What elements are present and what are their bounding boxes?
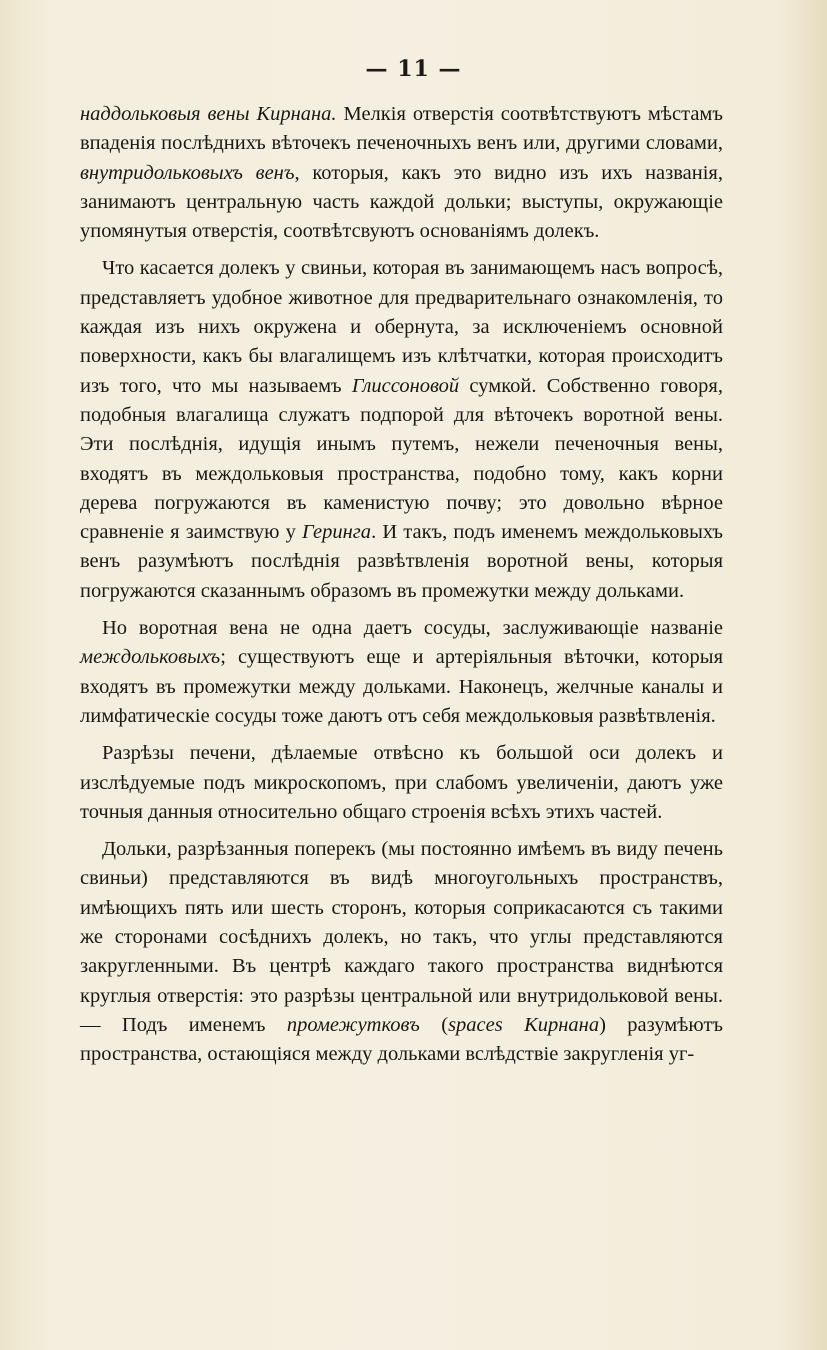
paragraph <box>80 835 723 1069</box>
text-run: , которыя, какъ это видно изъ ихъ названія, занимаютъ центральную часть каждой дольки; выступы, окружающіе упомянутыя отверстія, соотвѣтсвуютъ основаніямъ долекъ. <box>80 161 723 243</box>
paragraph <box>80 614 723 731</box>
text-run: ) разумѣютъ пространства, остающіяся между дольками вслѣдствіе закругленія уг- <box>80 1013 724 1066</box>
italic-text: Глиссоновой <box>351 374 460 397</box>
italic-text: междольковыхъ <box>80 646 221 669</box>
italic-text: spaces Кирнана <box>448 1013 600 1036</box>
page-number: — 11 — <box>365 56 462 82</box>
paragraph <box>80 254 723 606</box>
text-run: Дольки, разрѣзанныя поперекъ (мы постоянно имѣемъ въ виду печень свиньи) представляются въ видѣ многоугольныхъ пространствъ, имѣющихъ пять или шесть сторонъ, которыя соприкасаются съ такими же сторонами сосѣднихъ долекъ, но такъ, что углы представляются закругленными. Въ центрѣ каждаго такого пространства виднѣются круглыя отверстія: это разрѣзы центральной или внутридольковой вены. — Подъ именемъ <box>80 838 723 1036</box>
italic-text: наддольковыя вены Кирнана. <box>80 103 337 125</box>
text-run: Но воротная вена не одна даетъ сосуды, заслуживающіе названіе <box>102 617 723 640</box>
paragraph <box>80 739 723 827</box>
italic-text: промежутковъ <box>286 1013 420 1036</box>
body-text <box>80 100 723 1078</box>
text-run: Мелкія отверстія соотвѣтствуютъ мѣстамъ впаденія послѣднихъ вѣточекъ печеночныхъ венъ или, другими словами, <box>80 103 724 155</box>
text-run: ; существуютъ еще и артеріяльныя вѣточки, которыя входятъ въ промежутки между дольками. Наконецъ, желчные каналы и лимфатическіе сосуды тоже даютъ отъ себя междольковыя развѣтвленія. <box>80 646 723 727</box>
text-run: сумкой. Собственно говоря, подобныя влагалища служатъ подпорой для вѣточекъ воротной вены. Эти послѣднія, идущія инымъ путемъ, нежели печеночныя вены, входятъ въ междольковыя пространства, подобно тому, какъ корни дерева погружаются въ каменистую почву; это довольно вѣрное сравненіе я заимствую у <box>80 374 723 544</box>
paragraph <box>80 100 723 246</box>
text-run: ( <box>419 1013 449 1036</box>
text-run: . И такъ, подъ именемъ междольковыхъ венъ разумѣютъ послѣднія развѣтвленія воротной вены, которыя погружаются сказаннымъ образомъ въ промежутки между дольками. <box>80 521 723 602</box>
italic-text: внутридольковыхъ венъ <box>80 161 295 184</box>
text-run: Что касается долекъ у свиньи, которая въ занимающемъ насъ вопросѣ, представляетъ удобное животное для предварительнаго ознакомленія, то каждая изъ нихъ окружена и обернута, за исключеніемъ основной поверхности, какъ бы влагалищемъ изъ клѣтчатки, которая происходитъ изъ того, что мы называемъ <box>80 257 723 397</box>
text-run: Разрѣзы печени, дѣлаемые отвѣсно къ большой оси долекъ и изслѣдуемые подъ микроскопомъ, при слабомъ увеличеніи, даютъ уже точныя данныя относительно общаго строенія всѣхъ этихъ частей. <box>80 742 723 823</box>
italic-text: Геринга <box>301 521 372 544</box>
